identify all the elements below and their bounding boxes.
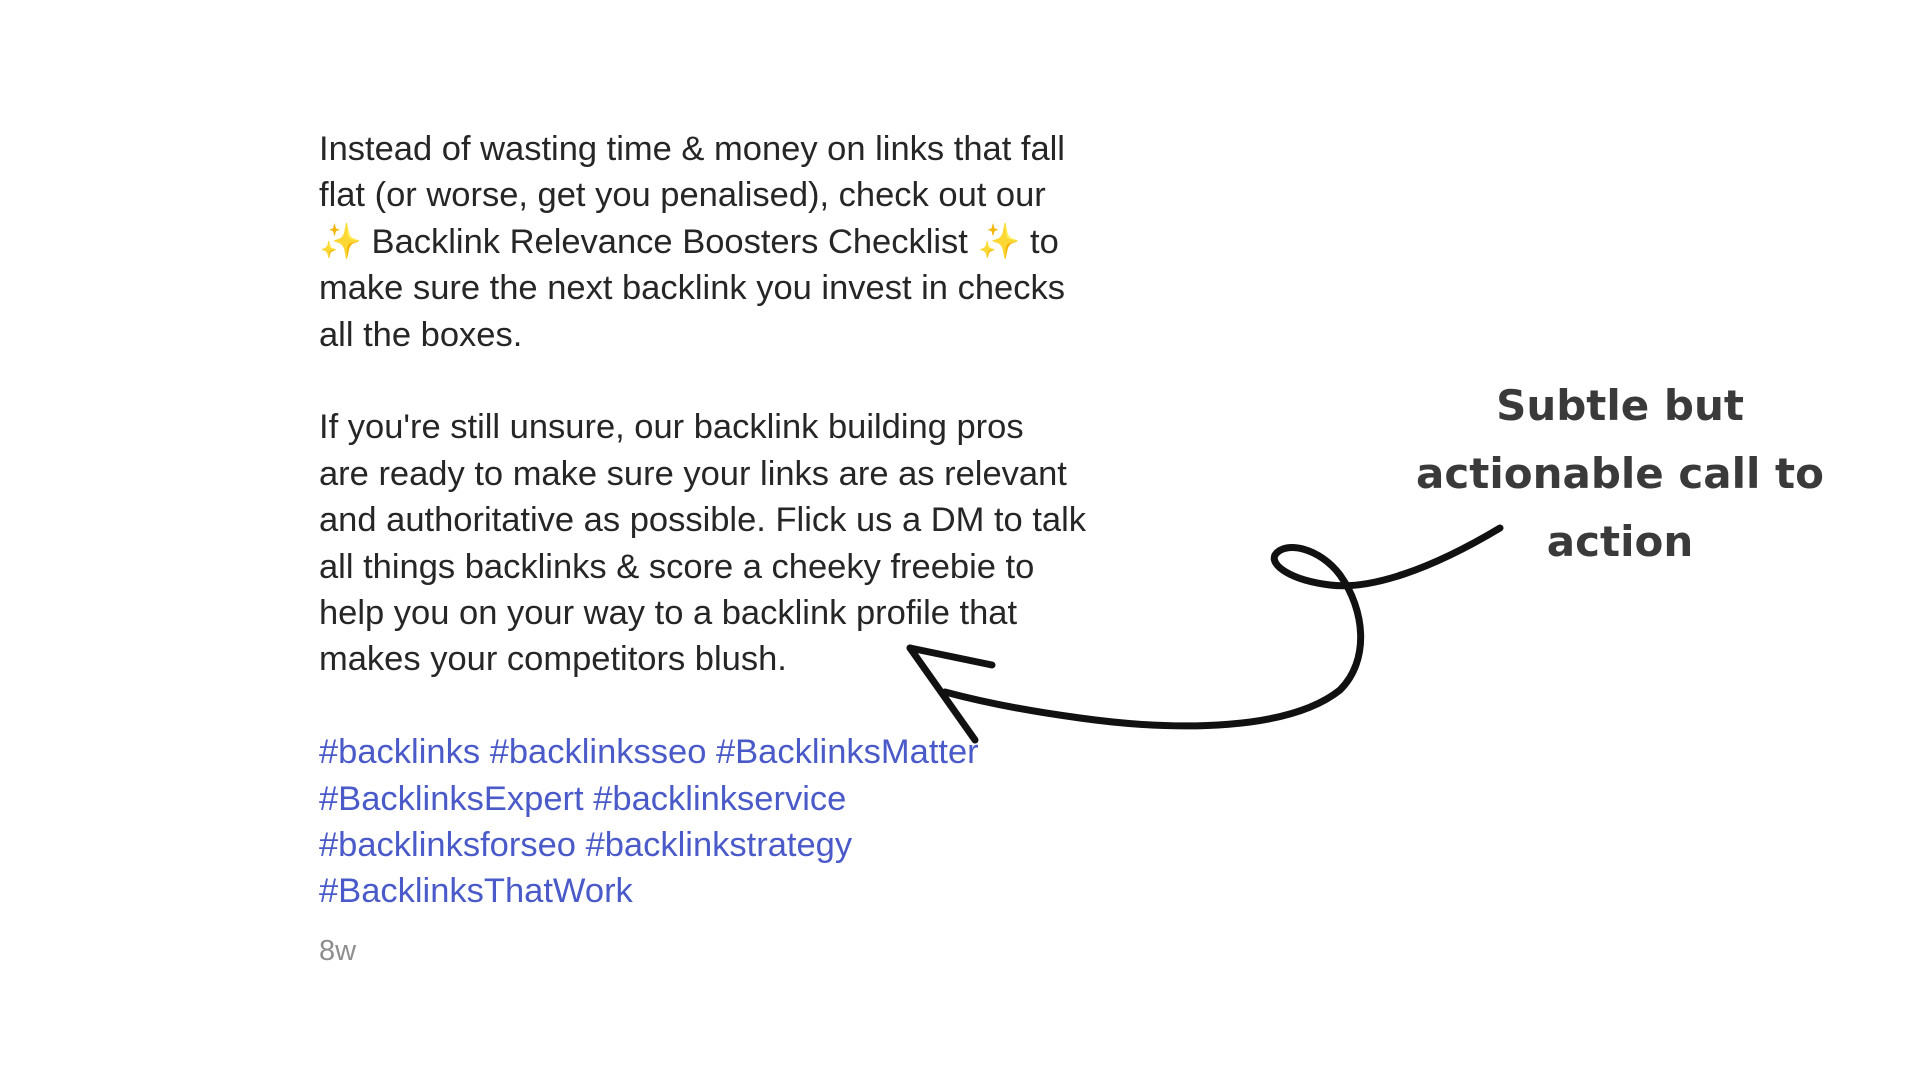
caption-paragraph-1 xyxy=(319,126,1179,358)
caption-line: flat (or worse, get you penalised), check out our xyxy=(319,176,1046,215)
annotation-callout xyxy=(1400,372,1840,576)
sparkle-icon: ✨ xyxy=(977,222,1021,261)
caption-text: to xyxy=(1020,222,1059,261)
checklist-title: Backlink Relevance Boosters Checklist xyxy=(361,222,978,261)
hashtag-link[interactable]: #BacklinksThatWork xyxy=(319,872,633,911)
hashtag-link[interactable]: #BacklinksExpert xyxy=(319,779,584,818)
annotation-line: action xyxy=(1546,517,1694,566)
sparkle-icon: ✨ xyxy=(319,222,362,261)
hashtag-link[interactable]: #backlinksforseo xyxy=(319,826,576,865)
hashtag-line xyxy=(319,729,1179,775)
annotation-line: Subtle but xyxy=(1496,381,1744,430)
caption-line: makes your competitors blush. xyxy=(319,640,787,679)
caption-line: Instead of wasting time & money on links that fall xyxy=(319,130,1065,168)
hashtag-link[interactable]: #BacklinksMatter xyxy=(715,733,979,772)
caption-line: help you on your way to a backlink profile that xyxy=(319,594,1018,633)
post-caption xyxy=(319,126,1179,915)
caption-line: and authoritative as possible. Flick us a DM to talk xyxy=(319,501,1087,540)
hashtag-link[interactable]: #backlinkservice xyxy=(593,779,847,818)
annotation-line: actionable call to xyxy=(1416,449,1824,498)
caption-line: make sure the next backlink you invest in checks xyxy=(319,269,1065,308)
hashtag-link[interactable]: #backlinks xyxy=(319,733,481,772)
caption-line: all the boxes. xyxy=(319,315,523,354)
caption-line: all things backlinks & score a cheeky freebie to xyxy=(319,547,1035,586)
caption-line-checklist xyxy=(319,219,1179,265)
post-timestamp[interactable]: 8w xyxy=(319,935,357,967)
hashtag-link[interactable]: #backlinkstrategy xyxy=(585,826,853,865)
caption-line: If you're still unsure, our backlink building pros xyxy=(319,408,1024,447)
hashtag-line xyxy=(319,822,1179,868)
hashtag-line xyxy=(319,776,1179,822)
caption-line: are ready to make sure your links are as relevant xyxy=(319,454,1067,493)
paragraph-spacer xyxy=(319,358,1179,404)
hashtag-list xyxy=(319,729,1179,915)
hashtag-line xyxy=(319,868,1179,914)
paragraph-spacer xyxy=(319,683,1179,729)
caption-paragraph-2 xyxy=(319,404,1179,682)
hashtag-link[interactable]: #backlinksseo xyxy=(489,733,707,772)
